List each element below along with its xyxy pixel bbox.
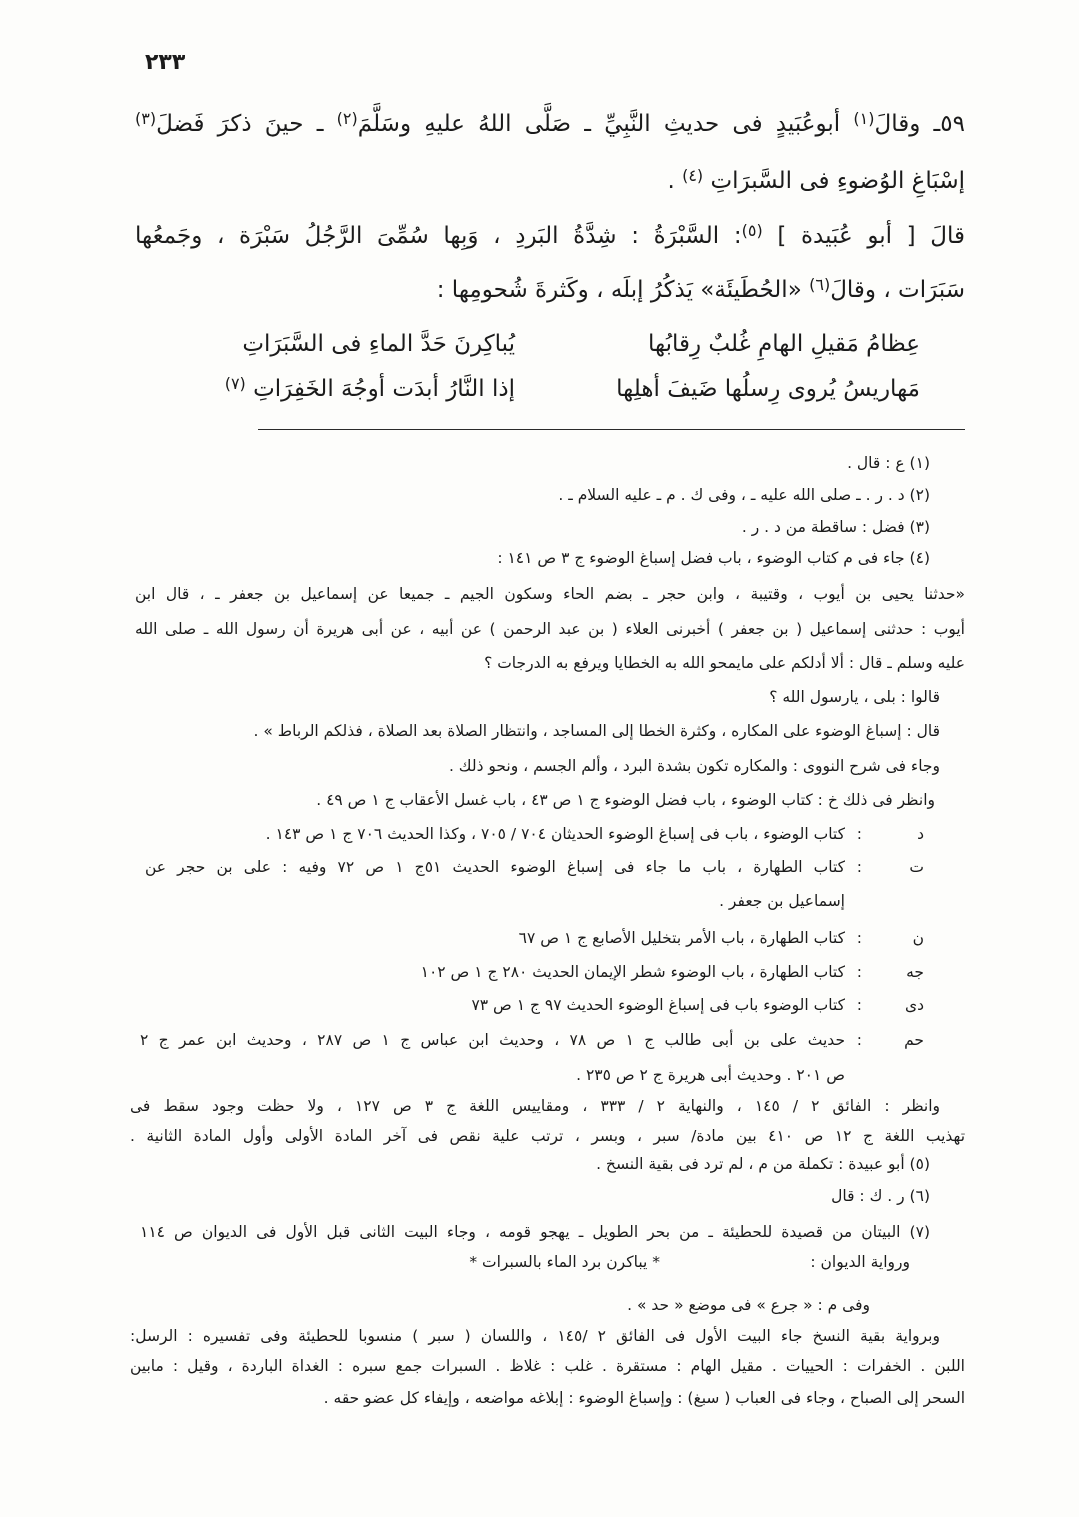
ref-label: حم <box>904 1031 924 1049</box>
footnote-4: (٤) جاء فى م كتاب الوضوء ، باب فضل إسباغ الوضوء ج ٣ ص ١٤١ : <box>497 549 930 567</box>
footnote-6: (٦) ر . ك : قال <box>831 1187 930 1205</box>
ref-text: حديث على بن أبى طالب ج ١ ص ٧٨ ، وحديث ابن عباس ج ١ ص ٢٨٧ ، وحديث ابن عمر ج ٢ <box>140 1031 846 1049</box>
footnote-marker-7: (٧) <box>224 374 246 393</box>
ref-colon: : <box>856 929 862 947</box>
footnote-marker-6: (٦) <box>809 275 831 294</box>
footnote-5: (٥) أبو عبيدة : تكملة من م ، لم ترد فى بقية النسخ . <box>596 1155 930 1173</box>
see-also-note: وانظر فى ذلك خ : كتاب الوضوء ، باب فضل الوضوء ج ١ ص ٤٣ ، باب غسل الأعقاب ج ١ ص ٤٩ . <box>316 791 935 809</box>
diwan-riwaya-quote: * يباكرن برد الماء بالسبرات * <box>469 1253 660 1271</box>
ref-label: ن <box>912 929 924 947</box>
page-number: ٢٣٣ <box>145 50 186 75</box>
main-line-3 <box>135 220 965 254</box>
hadith-line: قالوا : بلى ، يارسول الله ؟ <box>769 688 940 706</box>
hadith-line: «حدثنا يحيى بن أيوب ، وقتيبة ، وابن حجر ـ بضم الحاء وسكون الجيم ـ جميعا عن إسماعيل بن جعفر ـ ، قال ابن <box>135 585 965 603</box>
footnote-marker-5: (٥) <box>741 221 763 240</box>
main-line-4 <box>437 274 965 308</box>
ref-colon: : <box>856 858 862 876</box>
ref-colon: : <box>856 963 862 981</box>
footnote-7-continuation: وبرواية بقية النسخ جاء البيت الأول فى الفائق ٢ /١٤٥ ، واللسان ( سبر ) منسوبا للحطيئة وفى تفسيره : الرسل: <box>130 1327 940 1345</box>
hadith-line: قال : إسباغ الوضوء على المكاره ، وكثرة الخطا إلى المساجد ، وانتظار الصلاة بعد الصلاة ، فذلكم الرباط » . <box>253 722 940 740</box>
main-text-segment: ٥٩ـ وقالَ <box>874 111 965 137</box>
main-text-segment: سَبَرَات ، وقالَ <box>830 277 965 303</box>
footnote-separator <box>258 429 965 430</box>
hadith-line: عليه وسلم ـ قال : ألا أدلكم على مايمحو الله به الخطايا ويرفع به الدرجات ؟ <box>484 654 965 672</box>
ref-colon: : <box>856 996 862 1014</box>
ref-text: إسماعيل بن جعفر . <box>719 892 845 910</box>
main-text-segment: «الحُطَيئَة» يَذكُرُ إبلَه ، وكَثرةَ شُحومِها : <box>436 277 810 303</box>
ref-text: ص ٢٠١ . وحديث أبى هريرة ج ٢ ص ٢٣٥ . <box>576 1066 845 1084</box>
ref-text: كتاب الوضوء ، باب فى إسباغ الوضوء الحديثان ٧٠٤ / ٧٠٥ ، وكذا الحديث ٧٠٦ ج ١ ص ١٤٣ . <box>265 825 845 843</box>
nawawi-note: وجاء فى شرح النووى : والمكاره تكون بشدة البرد ، وألم الجسم ، ونحو ذلك . <box>448 757 940 775</box>
footnote-marker-3: (٣) <box>135 109 157 128</box>
ref-label: د <box>917 825 924 843</box>
ref-text: كتاب الطهارة ، باب الوضوء شطر الإيمان الحديث ٢٨٠ ج ١ ص ١٠٢ <box>420 963 845 981</box>
footnote-7: (٧) البيتان من قصيدة للحطيئة ـ من بحر الطويل ـ يهجو قومه ، وجاء البيت الثانى قبل الأول فى الديوان ص ١١٤ <box>140 1223 930 1241</box>
ref-label: جه <box>906 963 924 981</box>
diwan-riwaya-label: ورواية الديوان : <box>810 1253 910 1271</box>
ref-colon: : <box>856 1031 862 1049</box>
verse-1-second-hemistich: يُباكِرنَ حَدَّ الماءِ فى السَّبَرَاتِ <box>242 331 515 357</box>
main-text-segment: : السَّبْرَةُ : شِدَّةُ البَردِ ، وَبِها سُمِّىَ الرَّجُلُ سَبْرَة ، وجَمعُها <box>135 223 742 249</box>
main-text-segment: قالَ [ أبو عُبَيدة ] <box>762 223 966 249</box>
manuscript-variant: وفى م : « جرع » فى موضع « حد » . <box>627 1296 870 1314</box>
ref-label: دى <box>904 996 924 1014</box>
verse-1-first-hemistich: عِظامُ مَقيلِ الهامِ غُلبٌ رِقابُها <box>648 331 920 357</box>
lexicon-note: وانظر : الفائق ٢ / ١٤٥ ، والنهاية ٢ / ٣٣٣ ، ومقاييس اللغة ج ٣ ص ١٢٧ ، ولا حظت وجود سقط فى <box>130 1097 941 1115</box>
footnote-7-continuation: السحر إلى الصباح ، وجاء فى العباب ( سبغ) : وإسباغ الوضوء : إبلاغه مواضعه ، وإيفاء كل عضو حقه . <box>323 1389 965 1407</box>
ref-colon: : <box>856 825 862 843</box>
footnote-3: (٣) فضل : ساقطة من د . ر . <box>741 518 930 536</box>
footnote-marker-4: (٤) <box>682 166 704 185</box>
main-line-2 <box>667 165 965 199</box>
hadith-line: أيوب : حدثنى إسماعيل ( بن جعفر ) أخبرنى العلاء ( بن عبد الرحمن ) عن أبيه ، عن أبى هريرة أن رسول الله ـ صلى الله <box>135 620 965 638</box>
footnote-marker-2: (٢) <box>336 109 358 128</box>
verse-text: إذا النَّارُ أبدَت أوجُهَ الخَفِرَاتِ <box>245 376 515 402</box>
verse-2-second-hemistich <box>165 373 515 407</box>
ref-label: ت <box>909 858 924 876</box>
footnote-marker-1: (١) <box>853 109 875 128</box>
footnote-7-continuation: اللبن . الخفرات : الحييات . مقيل الهام : مستقرة . غلب : غلاظ . السبرات جمع سبره : الغداة الباردة ، وقيل : مابين <box>130 1357 965 1375</box>
footnote-2: (٢) د . ر . ـ صلى الله عليه ـ ، وفى ك . م ـ عليه السلام ـ . <box>558 486 930 504</box>
footnote-1: (١) ع : قال . <box>847 454 930 472</box>
ref-text: كتاب الطهارة ، باب الأمر بتخليل الأصابع ج ١ ص ٦٧ <box>518 929 845 947</box>
verse-2-first-hemistich: مَهاريسُ يُروى رِسلُها ضَيفَ أهلِها <box>616 376 920 402</box>
lexicon-note: تهذيب اللغة ج ١٢ ص ٤١٠ بين مادة/ سبر ، وبسر ، ترتب علية نقص فى آخر المادة الأولى وأول المادة الثانية . <box>130 1127 966 1145</box>
main-text-segment: إسْبَاغِ الوُضوءِ فى السَّبرَاتِ <box>703 168 965 194</box>
main-line-1 <box>135 108 965 142</box>
ref-text: كتاب الوضوء باب فى إسباغ الوضوء الحديث ٩٧ ج ١ ص ٧٣ <box>471 996 845 1014</box>
ref-text: كتاب الطهارة ، باب ما جاء فى إسباغ الوضوء الحديث ٥١ج ١ ص ٧٢ وفيه : على بن حجر عن <box>145 858 846 876</box>
main-text-segment: ـ حينَ ذكرَ فَضلَ <box>156 111 337 137</box>
main-text-segment: . <box>667 168 683 194</box>
main-text-segment: أبوعُبَيدٍ فى حديثِ النَّبِيِّ ـ صَلَّى اللهُ عليهِ وسَلَّمَ <box>357 111 854 137</box>
